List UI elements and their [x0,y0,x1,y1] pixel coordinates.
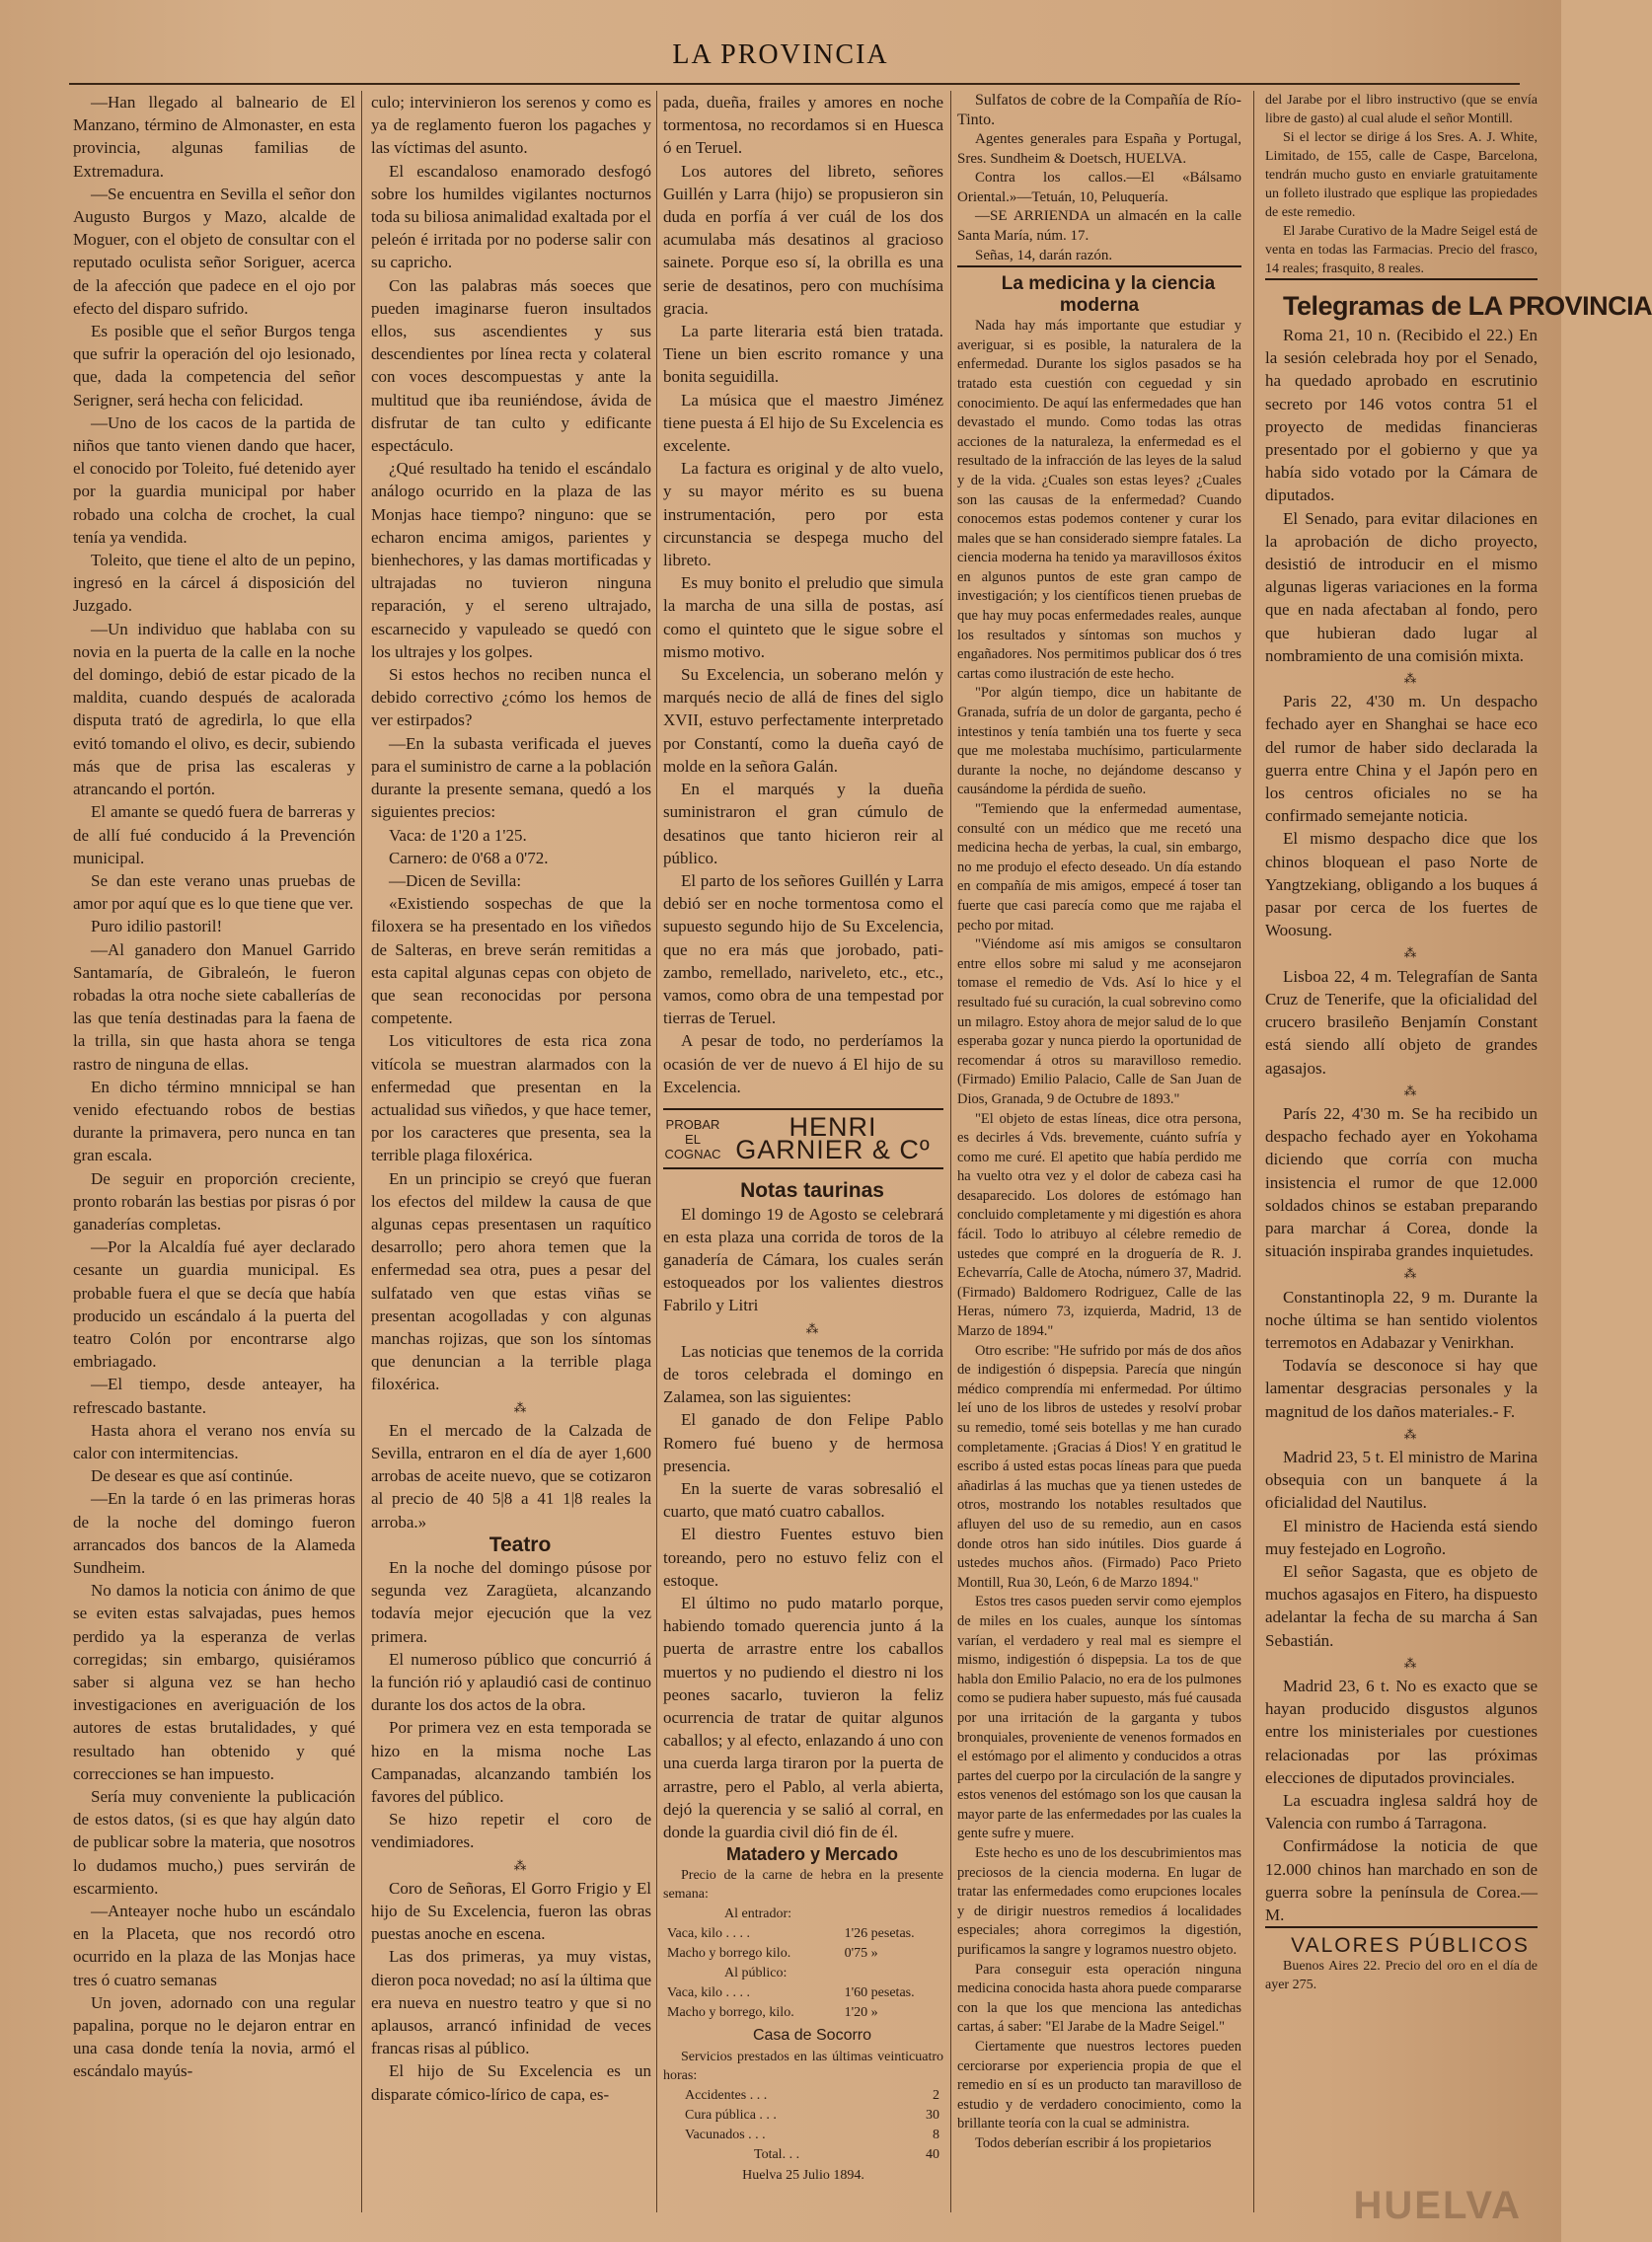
telegram: El Senado, para evitar dilaciones en la aprobación de dicho proyecto, desistió de introducir en el mismo algunas ligeras variaciones en la forma que en nada afectaban al fondo, pero que hubieran dado lugar al nombramiento de una comisión mixta. [1265,508,1538,665]
section-stars: ⁂ [1403,671,1417,687]
paragraph: Coro de Señoras, El Gorro Frigio y El hijo de Su Excelencia, fueron las obras puestas anoche en escena. [371,1878,651,1944]
paragraph: "El objeto de estas líneas, dice otra persona, es decirles á Vds. brevemente, cuánto sufría y como me curé. El apetito que había perdido me ha vuelto otra vez y el dolor de cabeza casi ha desaparecido. Los dolores de estómago han concluido completamente y mi digestión es ahora fácil. Todo lo atribuyo al célebre remedio de ustedes que compré en la droguería de R. J. Echevarría, Calle de Atocha, número 37, Madrid. (Firmado) Baldomero Rodriguez, Calle de las Heras, número 73, izquierda, Madrid, 13 de Marzo de 1894." [957,1110,1241,1340]
section-stars: ⁂ [1403,945,1417,961]
column-divider [361,91,362,2212]
paragraph: La factura es original y de alto vuelo, y su mayor mérito es su buena instrumentación, pero por esta circunstancia se despega mucho del libreto. [663,459,943,570]
paragraph: Su Excelencia, un soberano melón y marqués necio de allá de fines del siglo XVII, estuvo perfectamente interpretado por Constantí, como la dueña cayó de molde en la señora Galán. [663,665,943,776]
section-stars: ⁂ [1403,1426,1417,1442]
paragraph: Sería muy conveniente la publicación de estos datos, (si es que hay algún dato de publicar sobre la materia, que nosotros lo dudamos mucho,) pues servirán de escarmiento. [73,1787,355,1898]
paragraph: El diestro Fuentes estuvo bien toreando, pero no estuvo feliz con el estoque. [663,1525,943,1590]
table-cell: 1'26 pesetas. [844,1926,915,1942]
column-1 [73,91,355,2212]
paragraph: El escandaloso enamorado desfogó sobre los humildes vigilantes nocturnos toda su biliosa animalidad exaltada por el peleón é irritada por no poderse salir con su capricho. [371,161,651,272]
section-heading-medicina: La medicina y la ciencia moderna [957,265,1241,317]
table-row [665,1984,941,2002]
paragraph: Todos deberían escribir á los propietarios [975,2134,1212,2151]
paragraph: Puro idilio pastoril! [91,917,223,936]
paragraph: El último no pudo matarlo porque, habiendo tomado querencia junto á la puerta de arrastre entre los caballos muertos y no pudiendo el diestro ni los peones sacarlo, tuvieron la feliz ocurrencia de tratar de quitar algunos caballos; y al efecto, enlazando á uno con una cuerda larga tiraron por la puerta de arrastre, pero el Pablo, al verla abierta, dejó la querencia y se salió al corral, en donde la guardia civil dió fin de él. [663,1594,943,1842]
section-heading-taurinas: Notas taurinas [740,1179,884,1203]
paragraph: El domingo 19 de Agosto se celebrará en esta plaza una corrida de toros de la ganadería de Cámara, los cuales serán estoqueados por los valientes diestros Fabrilo y Litri [663,1204,943,1315]
paragraph: —Al ganadero don Manuel Garrido Santamaría, de Gibraleón, le fueron robadas la otra noche siete caballerías de las que tenía destinadas para la faena de la trilla, sin que hasta ahora se tenga rastro de ninguna de ellas. [73,939,355,1074]
paragraph: Con las palabras más soeces que pueden imaginarse fueron insultados ellos, sus ascendientes y sus descendientes por línea recta y colateral con voces descompuestas y ante la multitud que iba reuniéndose, ávida de disfrutar de tan culto y edificante espectáculo. [371,275,651,456]
paragraph: —Anteayer noche hubo un escándalo en la Placeta, que nos recordó otro ocurrido en la plaza de las Monjas hace tres ó cuatro semanas [73,1902,355,1989]
table-cell: 1'60 pesetas. [844,1985,915,2001]
paragraph: Toleito, que tiene el alto de un pepino, ingresó en la cárcel á disposición del Juzgado. [73,551,355,616]
table-row [665,1965,941,1982]
paragraph: Estos tres casos pueden servir como ejemplos de miles en los cuales, aunque los síntomas varían, el verdadero y real mal es siempre el mismo, indigestión ó dispepsia. La tos de que habla don Emilio Palacio, no era de los pulmones como se pudiera haber supuesto, más fué causada por una irritación de la garganta y tubos bronquiales, proveniente de venenos formados en el estómago por el alimento y conducidos a otras partes del cuerpo por la circulación de la sangre y estos venenos del estómago son los que causan la mayor parte de las enfermedades por las cuales la gente sufre y muere. [957,1594,1241,1842]
dateline: Huelva 25 Julio 1894. [742,2167,864,2183]
section-heading-telegramas: Telegramas de LA PROVINCIA [1265,278,1538,324]
paragraph: —Uno de los cacos de la partida de niños que tanto vienen dando que hacer, el conocido por Toleito, fué detenido ayer por la guardia municipal por haber robado una colcha de crochet, la cual tenía ya vendida. [73,412,355,547]
section-heading-socorro: Casa de Socorro [752,2027,872,2045]
table-row [665,2127,941,2144]
matadero-intro: Precio de la carne de hebra en la presente semana: [663,1868,943,1903]
paragraph: El numeroso público que concurrió á la función rió y aplaudió casi de continuo durante los dos actos de la obra. [371,1649,651,1715]
paragraph: Ciertamente que nuestros lectores pueden cerciorarse por experiencia propia de que el remedio en sí es un producto tan maravilloso de estudio y de verdadero conocimiento, como la brillante teoría con la cual se administra. [957,2039,1241,2132]
table-cell: Total. . . [754,2146,800,2162]
column-divider [950,91,951,2212]
paragraph: —En la subasta verificada el jueves para el suministro de carne a la población durante la presente semana, quedó a los siguientes precios: [371,733,651,822]
paragraph: Buenos Aires 22. Precio del oro en el día de ayer 275. [1265,1959,1538,1993]
paragraph: Este hecho es uno de los descubrimientos mas preciosos de la ciencia moderna. En lugar de tratar las enfermedades como erupciones locales y de dirigir nuestros remedios á localidades especiales; ahora corregimos la digestión, purificamos la sangre y logramos nuestro objeto. [957,1845,1241,1959]
telegram: Lisboa 22, 4 m. Telegrafían de Santa Cruz de Tenerife, que la oficialidad del crucero brasileño Benjamín Constant está siendo allí objeto de grandes agasajos. [1265,966,1538,1078]
table-row [665,2107,941,2125]
paragraph: En el mercado de la Calzada de Sevilla, entraron en el día de ayer 1,600 arrobas de aceite nuevo, que se cotizaron al precio de 40 5|8 a 41 1|8 reales la arroba.» [371,1420,651,1532]
table-cell [843,1906,941,1923]
table-cell: Vaca, kilo . . . . [667,1985,750,2001]
paragraph: del Jarabe por el libro instructivo (que se envía libre de gasto) al cual alude el señor Montill. [1265,93,1538,126]
paragraph: Se hizo repetir el coro de vendimiadores. [371,1810,651,1852]
table-cell: Vacunados . . . [685,2127,766,2142]
paragraph: En el marqués y la dueña suministraron el gran cúmulo de desatinos que tanto hicieron reir al público. [663,780,943,867]
paragraph: El parto de los señores Guillén y Larra debió ser en noche tormentosa como el supuesto segundo hijo de Su Excelencia, que no era más que jorobado, pati-zambo, remellado, nariveleto, etc., etc., vamos, como obra de una tempestad por tierras de Teruel. [663,870,943,1028]
paragraph: "Por algún tiempo, dice un habitante de Granada, sufría de un dolor de garganta, pecho é intestinos y tenía también una tos fuerte y seca que me molestaba muchísimo, particularmente durante la noche, no dejándome descanso y causándome la pérdida de sueño. [957,685,1241,798]
socorro-intro: Servicios prestados en las últimas veinticuatro horas: [663,2049,943,2083]
telegram: El mismo despacho dice que los chinos bloquean el paso Norte de Yangtzekiang, obligando a los buques á pasar por cerca de los fuertes de Woosung. [1265,829,1538,940]
paragraph: —En la tarde ó en las primeras horas de la noche del domingo fueron arrancados dos bancos de la Alameda Sundheim. [73,1489,355,1577]
table-cell: 2 [933,2087,939,2103]
advert-line: Agentes generales para España y Portugal, Sres. Sundheim & Doetsch, HUELVA. [957,131,1241,167]
header-rule [69,83,1520,85]
table-cell: Al entrador: [724,1906,792,1922]
table-cell: 8 [933,2127,939,2142]
section-stars: ⁂ [1403,1266,1417,1282]
table-row [665,2087,941,2105]
paragraph: De desear es que así continúe. [91,1466,293,1486]
column-divider [1253,91,1254,2212]
table-row [665,2004,941,2022]
paragraph: De seguir en proporción creciente, pronto robarán las bestias por pisras ó por ganaderías completas. [73,1168,355,1233]
ad-brand: HENRI GARNIER & Cº [735,1111,931,1165]
paragraph: Por primera vez en esta temporada se hizo en la misma noche Las Campanadas, alcanzando también los favores del público. [371,1718,651,1807]
socorro-table [663,2085,943,2166]
table-cell: 40 [926,2146,939,2162]
column-3 [663,91,943,2212]
archive-watermark: HUELVA [1353,2184,1522,2227]
table-cell: Al público: [724,1966,788,1981]
table-cell: 0'75 » [844,1946,878,1962]
advert-line: Sulfatos de cobre de la Compañía de Río-Tinto. [957,92,1241,128]
telegram: Paris 22, 4'30 m. Un despacho fechado ayer en Shanghai se hace eco del rumor de haber sido declarada la guerra entre China y el Japón pero en los centros oficiales no se ha confirmado semejante noticia. [1265,692,1538,826]
table-row [665,2146,941,2164]
column-divider [656,91,657,2212]
column-2 [371,91,651,2212]
paragraph: —Se encuentra en Sevilla el señor don Augusto Burgos y Mazo, alcalde de Moguer, con el objeto de consultar con el reputado oculista señor Soriguer, acerca de la afección que padece en el ojo por efecto del disparo sufrido. [73,184,355,318]
column-5 [1265,91,1652,2212]
advert-line: —SE ARRIENDA un almacén en la calle Santa María, núm. 17. [957,208,1241,244]
table-cell: Accidentes . . . [685,2087,768,2103]
telegram: Confirmádose la noticia de que 12.000 chinos han marchado en son de guerra sobre la península de Corea.—M. [1265,1836,1538,1925]
paragraph: A pesar de todo, no perderíamos la ocasión de ver de nuevo á El hijo de su Excelencia. [663,1031,943,1096]
paragraph: —Han llegado al balneario de El Manzano, término de Almonaster, en esta provincia, algunas familias de Extremadura. [73,93,355,181]
section-stars: ⁂ [1403,1083,1417,1098]
table-row [665,1945,941,1963]
table-cell: 30 [926,2107,939,2123]
column-4 [957,91,1241,2212]
paragraph: —Un individuo que hablaba con su novia en la puerta de la calle en la noche del domingo, debió de estar picado de la maldita, cuando después de acalorada disputa trató de agredirla, lo que ella evitó tomando el olivo, es decir, subiendo más que de prisa las escaleras y atrancando el portón. [73,619,355,799]
paragraph: El ganado de don Felipe Pablo Romero fué bueno y de hermosa presencia. [663,1410,943,1475]
paragraph: Si estos hechos no reciben nunca el debido correctivo ¿cómo los hemos de ver estirpados? [371,665,651,730]
section-heading-valores: VALORES PÚBLICOS [1265,1926,1538,1957]
table-cell [843,1965,941,1982]
section-stars: ⁂ [513,1399,527,1415]
paragraph: "Viéndome así mis amigos se consultaron entre ellos sobre mi salud y me aconsejaron tomase el remedio de Vds. Así lo hice y el resultado fué su curación, la cual sobrevino como un milagro. Estoy ahora de mejor salud de lo que esperaba gozar y nunca pierdo la oportunidad de recomendar á otros su maravilloso remedio. (Firmado) Emilio Palacio, Calle de San Juan de Dios, Granada, 9 de Octubre de 1893." [957,936,1241,1107]
table-row [665,1925,941,1943]
paragraph: Es posible que el señor Burgos tenga que sufrir la operación del ojo lesionado, que, dada la competencia del señor Serigner, será hecha con felicidad. [73,322,355,410]
paragraph: —El tiempo, desde anteayer, ha refrescado bastante. [73,1375,355,1417]
paragraph: —Por la Alcaldía fué ayer declarado cesante un guardia municipal. Es probable fuera el que se decía que había producido un escándalo á la puerta del teatro Colón por encontrarse algo embriagado. [73,1237,355,1372]
telegram: París 22, 4'30 m. Se ha recibido un despacho fechado ayer en Yokohama diciendo que corría con mucha insistencia el rumor de que 12.000 soldados chinos se estaban preparando para marchar á Corea, donde la situación inspiraba grandes inquietudes. [1265,1103,1538,1261]
paragraph: Nada hay más importante que estudiar y averiguar, si es posible, la naturalera de la enfermedad. Durante los siglos pasados se ha tratado esta cuestión con ceguedad y sin conocimiento. De aquí las enfermedades que han devastado el mundo. Como todas las otras acciones de la naturaleza, la enfermedad es el resultado de la infracción de las leyes de la salud y de la vida. ¿Cuales son estas leyes? ¿Cuales son las causas de la enfermedad? Cuando conocemos estas podemos contener y curar los males que se han considerado siempre fatales. La ciencia moderna ha tenido ya maravillosos éxitos en algunos puntos de este gran campo de investigación; y los científicos tienen pruebas de que hay muy pocas enfermedades reales, aunque los resultados y síntomas son muchos y engañadores. Nos permitimos publicar dos ó tres cartas como ilustración de este hecho. [957,318,1241,682]
table-cell: Macho y borrego, kilo. [667,2005,794,2021]
cognac-advertisement [663,1108,943,1169]
telegram: Constantinopla 22, 9 m. Durante la noche última se han sentido violentos terremotos en Adabazar y Venirkhan. [1265,1287,1538,1352]
paragraph: El Jarabe Curativo de la Madre Seigel está de venta en todas las Farmacias. Precio del frasco, 14 reales; frasquito, 8 reales. [1265,224,1538,276]
paragraph: —Dicen de Sevilla: [389,870,522,890]
paragraph: No damos la noticia con ánimo de que se eviten estas salvajadas, pues hemos perdido ya la esperanza de verlas corregidas; sin embargo, quisiéramos saber si alguna vez se han hecho investigaciones en averiguación de los autores de estas brutalidades, y qué resultado han obtenido y qué correcciones se han impuesto. [73,1581,355,1783]
section-heading-matadero: Matadero y Mercado [725,1844,899,1865]
paragraph: Las noticias que tenemos de la corrida de toros celebrada el domingo en Zalamea, son las siguientes: [663,1341,943,1407]
telegram: El señor Sagasta, que es objeto de muchos agasajos en Fitero, ha dispuesto adelantar la fecha de su marcha á San Sebastián. [1265,1561,1538,1650]
paragraph: En un principio se creyó que fueran los efectos del mildew la causa de que algunas cepas presentasen un raquítico desarrollo; pero ahora temen que la enfermedad sea otra, pues a pesar del sulfatado ven que estas viñas se presentan acogolladas y con algunas manchas rojizas, que son los síntomas que denuncian a la terrible plaga filoxérica. [371,1168,651,1394]
paragraph: El hijo de Su Excelencia es un disparate cómico-lírico de capa, es- [371,2061,651,2104]
section-stars: ⁂ [513,1857,527,1873]
paragraph: Los viticultores de esta rica zona vitícola se muestran alarmados con la enfermedad que presentan en la actualidad sus viñedos, y que hace temer, por los caracteres que presenta, sea la terrible plaga filoxérica. [371,1031,651,1165]
paragraph: Es muy bonito el preludio que simula la marcha de una silla de postas, así como el quinteto que le sigue sobre el mismo motivo. [663,573,943,661]
price-line: Vaca: de 1'20 a 1'25. [389,825,527,845]
table-cell: Vaca, kilo . . . . [667,1926,750,1942]
ad-tagline: PROBAR EL COGNAC [664,1116,721,1161]
paragraph: Hasta ahora el verano nos envía su calor con intermitencias. [73,1420,355,1462]
telegram: Todavía se desconoce si hay que lamentar desgracias personales y la magnitud de los daños materiales.- F. [1265,1356,1538,1421]
paragraph: En dicho término mnnicipal se han venido efectuando robos de bestias durante la primavera, pero nunca en tan gran escala. [73,1077,355,1165]
table-row [665,1906,941,1923]
paragraph: En la suerte de varas sobresalió el cuarto, que mató cuatro caballos. [663,1478,943,1522]
telegram: Madrid 23, 5 t. El ministro de Marina obsequia con un banquete á la oficialidad del Nautilus. [1265,1447,1538,1513]
telegram: Roma 21, 10 n. (Recibido el 22.) En la sesión celebrada hoy por el Senado, ha quedado aprobado en escrutinio secreto por 146 votos contra 51 el proyecto de medidas financieras presentado por el gobierno y que ya había sido votado por la Cámara de diputados. [1265,326,1538,505]
telegram: La escuadra inglesa saldrá hoy de Valencia con rumbo á Tarragona. [1265,1791,1538,1833]
paragraph: ¿Qué resultado ha tenido el escándalo análogo ocurrido en la plaza de las Monjas hace tiempo? ninguno: que se echaron encima amigos, parientes y bienhechores, y las damas mortificadas y ultrajadas no tuvieron ninguna reparación, y el sereno ultrajado, escarnecido y vapuleado se quedó con los ultrajes y los golpes. [371,459,651,661]
paragraph: Un joven, adornado con una regular papalina, porque no le dejaron entrar en una casa donde tenía la novia, armó el escándalo mayús- [73,1992,355,2081]
advert-line: Señas, 14, darán razón. [975,247,1113,263]
paragraph: Otro escribe: "He sufrido por más de dos años de indigestión ó dispepsia. Parecía que ningún médico comprendía mi enfermedad. Por último leí uno de los libros de ustedes y resolví probar su remedio, tomé seis botellas y me han curado completamente. ¡Gracias á Dios! Y en gratitud le escribo á usted estas pocas líneas para que pueda añadirlas á las muchas que ya tienen ustedes de otros, mostrando los notables resultados que afluyen del uso de su remedio, aun en casos donde otros han sido inútiles. Dios guarde á ustedes muchos años. (Firmado) Paco Prieto Montill, Rua 30, León, 6 de Marzo 1894." [957,1342,1241,1591]
section-stars: ⁂ [805,1320,819,1336]
paragraph: culo; intervinieron los serenos y como es ya de reglamento fueron los pagaches y las víctimas del asunto. [371,93,651,158]
table-cell: Cura pública . . . [685,2107,777,2123]
paragraph: "Temiendo que la enfermedad aumentase, consulté con un médico que me recetó una medicina hecha de yerbas, la cual, sin embargo, no me produjo el efecto deseado. Un día estando en compañía de mis amigos, empecé á toser tan fuerte que casi parecía como que me rajaba el pecho por mitad. [957,801,1241,934]
section-heading-teatro: Teatro [488,1532,552,1556]
table-cell: 1'20 » [844,2005,878,2021]
advert-line: Contra los callos.—El «Bálsamo Oriental.»—Tetuán, 10, Peluquería. [957,170,1241,205]
table-cell: Macho y borrego kilo. [667,1946,791,1962]
section-stars: ⁂ [1403,1655,1417,1671]
masthead: LA PROVINCIA [672,39,889,70]
paragraph: Si el lector se dirige á los Sres. A. J. White, Limitado, de 155, calle de Caspe, Barcelona, tendrán mucho gusto en enviarle gratuitamente un folleto ilustrado que esplique las propiedades de este remedio. [1265,130,1538,220]
paragraph: Se dan este verano unas pruebas de amor por aquí que es lo que tiene que ver. [73,870,355,914]
paragraph: En la noche del domingo púsose por segunda vez Zaragüeta, alcanzando todavía mejor ejecución que la vez primera. [371,1558,651,1646]
paragraph: Para conseguir esta operación ninguna medicina conocida hasta ahora puede compararse con la que los que menciona las antedichas cartas, á saber: "El Jarabe de la Madre Seigel." [957,1961,1241,2036]
paragraph: La música que el maestro Jiménez tiene puesta á El hijo de Su Excelencia es excelente. [663,390,943,456]
paragraph: Los autores del libreto, señores Guillén y Larra (hijo) se propusieron sin duda en porfía á ver cuál de los dos acumulaba más desatinos al gracioso sainete. Porque eso sí, la obrilla es una serie de desatinos, pero con muchísima gracia. [663,161,943,318]
paragraph: El amante se quedó fuera de barreras y de allí fué conducido á la Prevención municipal. [73,802,355,867]
price-line: Carnero: de 0'68 a 0'72. [389,848,549,867]
paragraph: La parte literaria está bien tratada. Tiene un bien escrito romance y una bonita seguidilla. [663,322,943,387]
price-table [663,1904,943,2024]
paragraph: Las dos primeras, ya muy vistas, dieron poca novedad; no así la última que era nueva en nuestro teatro y que si no aplausos, arrancó infinidad de veces francas risas al público. [371,1947,651,2058]
telegram: El ministro de Hacienda está siendo muy festejado en Logroño. [1265,1516,1538,1558]
paragraph: «Existiendo sospechas de que la filoxera se ha presentado en los viñedos de Salteras, en breve serán remitidas a esta capital algunas cepas con objeto de que sean reconocidas por persona competente. [371,894,651,1028]
paragraph: pada, dueña, frailes y amores en noche tormentosa, no recordamos si en Huesca ó en Teruel. [663,93,943,158]
telegram: Madrid 23, 6 t. No es exacto que se hayan producido disgustos algunos entre los ministeriales por cuestiones relacionadas por las próximas elecciones de diputados provinciales. [1265,1676,1538,1787]
